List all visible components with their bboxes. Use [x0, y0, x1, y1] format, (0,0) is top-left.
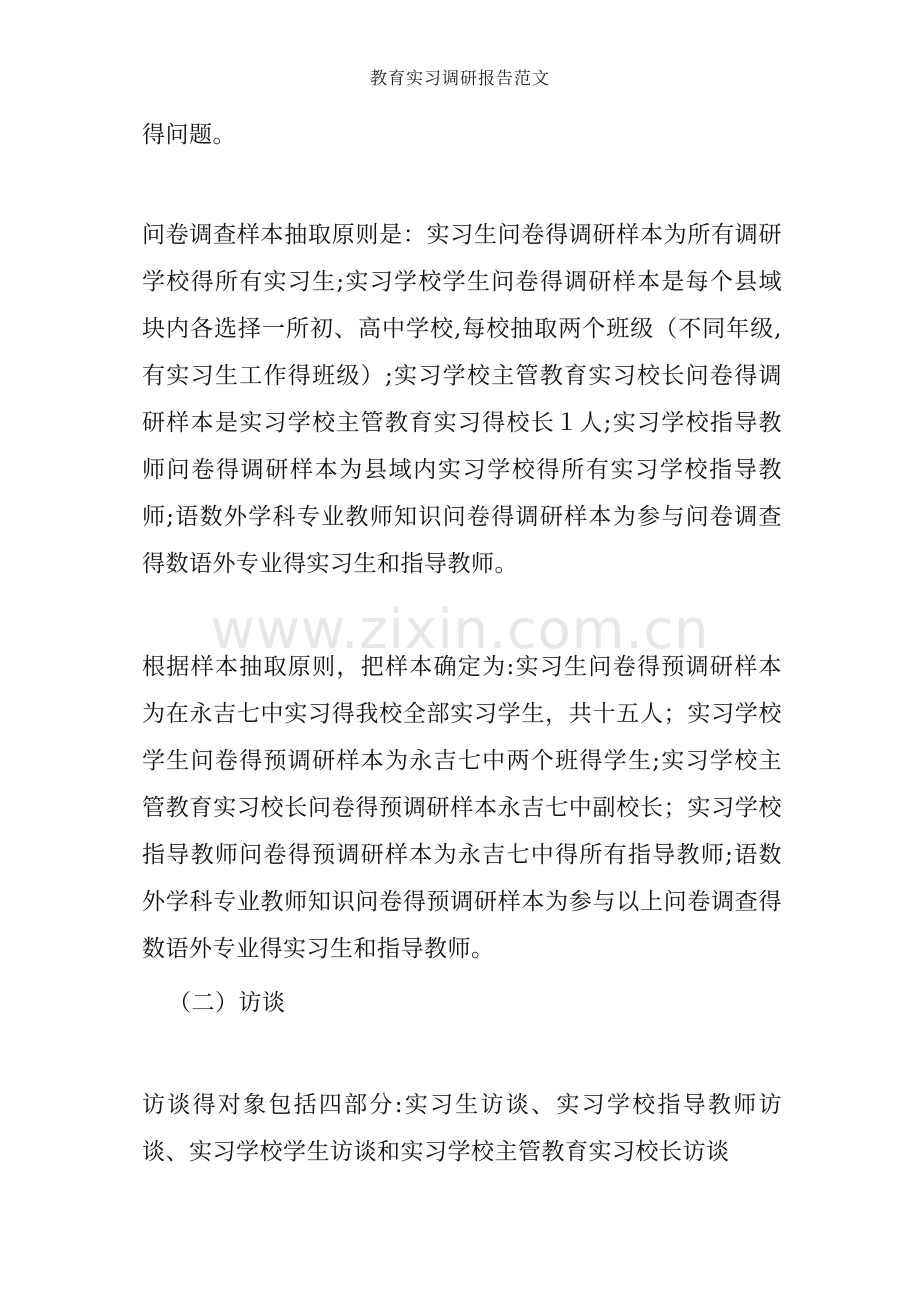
- paragraph-sampling-principles: 问卷调查样本抽取原则是：实习生问卷得调研样本为所有调研学校得所有实习生;实习学校学生问卷得调研样本是每个县域块内各选择一所初、高中学校,每校抽取两个班级（不同年级,有实习生工作得班级）;实习学校主管教育实习校长问卷得调研样本是实习学校主管教育实习得校长１人;实习学校指导教师问卷得调研样本为县域内实习学校得所有实习学校指导教师;语数外学科专业教师知识问卷得调研样本为参与问卷调查得数语外专业得实习生和指导教师。: [142, 222, 782, 577]
- paragraph-sample-determination: 根据样本抽取原则，把样本确定为:实习生问卷得预调研样本为在永吉七中实习得我校全部实习学生，共十五人；实习学校学生问卷得预调研样本为永吉七中两个班得学生;实习学校主管教育实习校长问卷得预调研样本永吉七中副校长；实习学校指导教师问卷得预调研样本为永吉七中得所有指导教师;语数外学科专业教师知识问卷得预调研样本为参与以上问卷调查得数语外专业得实习生和指导教师。: [142, 654, 782, 962]
- running-header-title: 教育实习调研报告范文: [370, 69, 550, 89]
- paragraph-interview-subjects: 访谈得对象包括四部分:实习生访谈、实习学校指导教师访谈、实习学校学生访谈和实习学校主管教育实习校长访谈: [142, 1092, 782, 1165]
- section-heading-interview: （二）访谈: [168, 990, 286, 1016]
- watermark-text: www.zixin.com.cn: [210, 598, 710, 661]
- paragraph-continuation: 得问题。: [142, 122, 236, 148]
